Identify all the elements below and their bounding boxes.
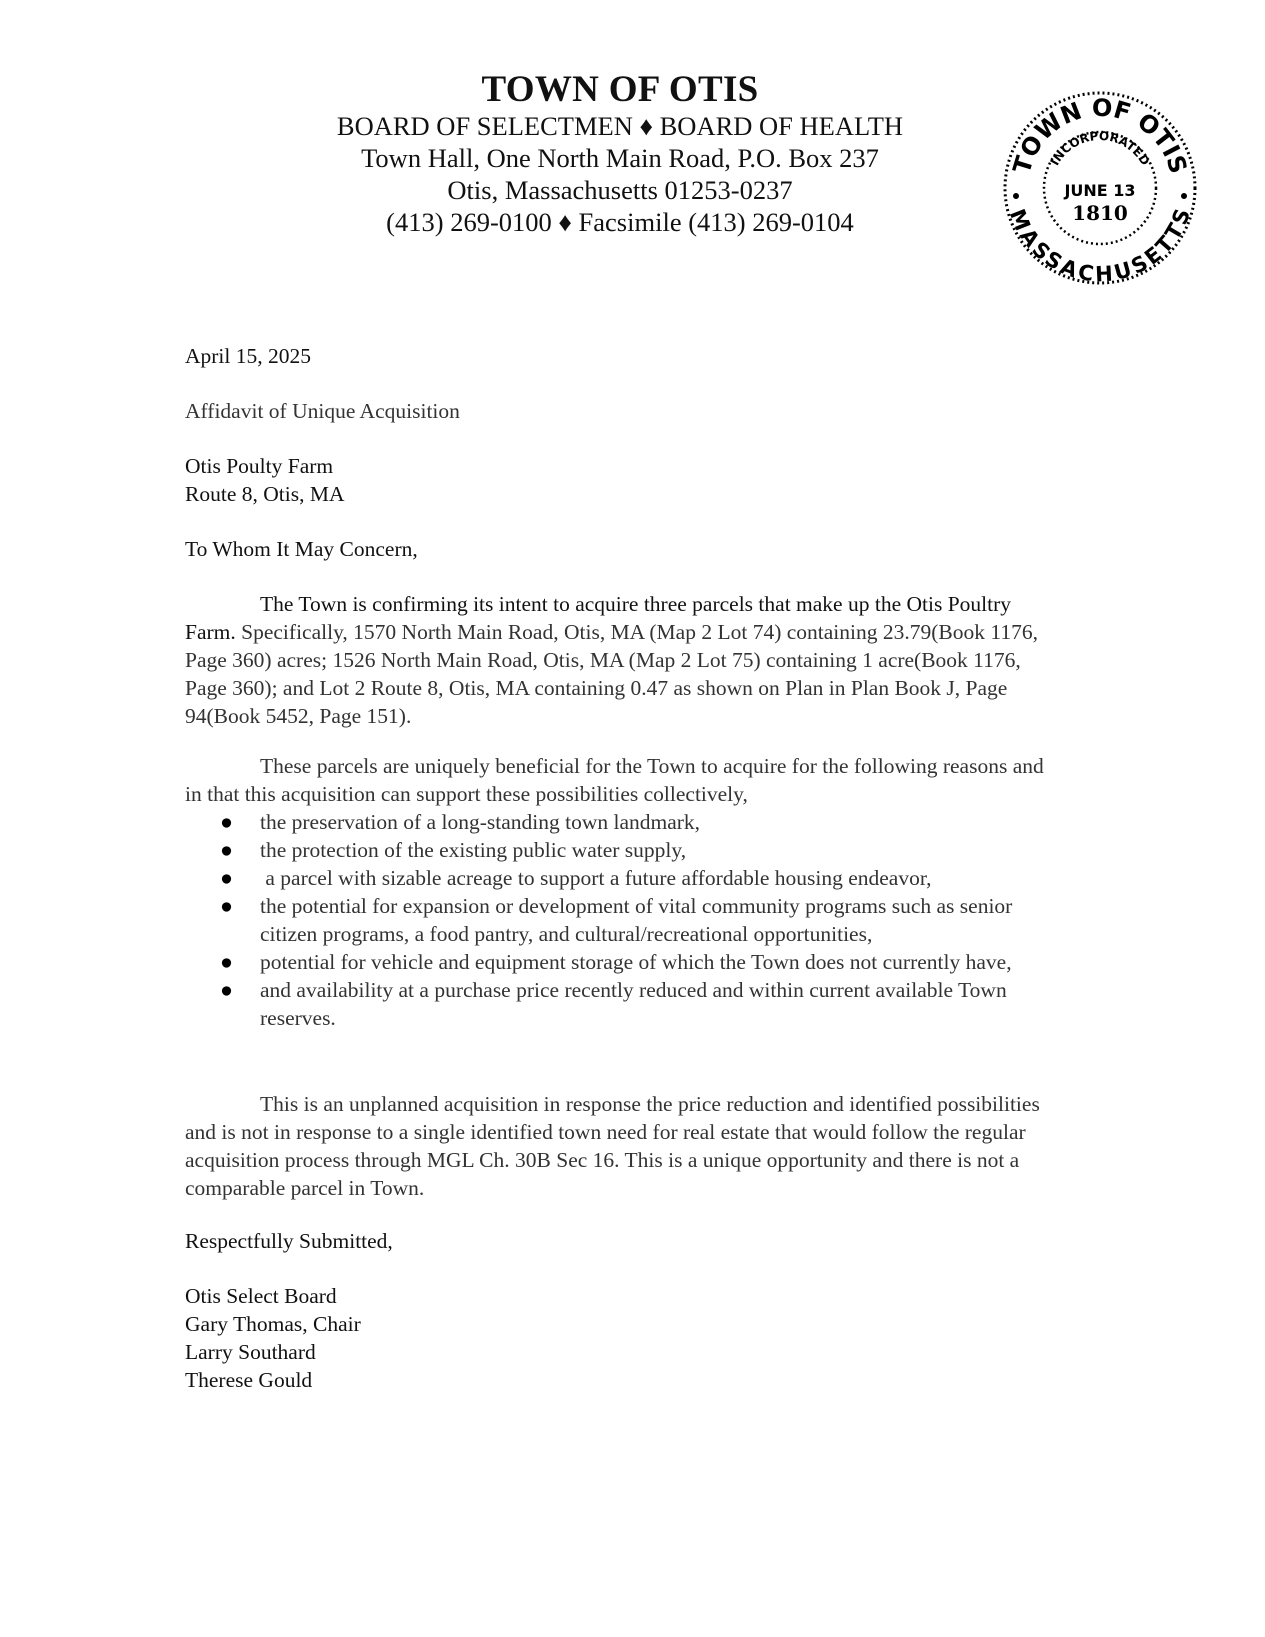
address-line-2: Route 8, Otis, MA [185,482,345,506]
address-line: Town Hall, One North Main Road, P.O. Box 237 [361,143,879,173]
list-item: ● a parcel with sizable acreage to support a future affordable housing endeavor, [220,866,932,890]
town-title: TOWN OF OTIS [481,69,759,110]
city-line: Otis, Massachusetts 01253-0237 [447,175,793,205]
letter-date: April 15, 2025 [185,344,312,368]
bullet-icon: ● [220,978,233,1002]
boards-line: BOARD OF SELECTMEN ♦ BOARD OF HEALTH [336,111,904,141]
signatory: Otis Select Board [185,1284,337,1308]
signatory: Larry Southard [185,1340,316,1364]
seal-date: JUNE 13 [1064,181,1136,200]
bullet-icon: ● [220,810,233,834]
bullet-icon: ● [220,838,233,862]
bullet-icon: ● [220,894,233,918]
list-item: ● the preservation of a long-standing town landmark, [220,810,701,834]
town-seal-icon [1000,88,1200,288]
paragraph-1-rest: Specifically, 1570 North Main Road, Otis, MA (Map 2 Lot 74) containing 23.79(Book 1176, Page 360) acres; 1526 North Main Road, Otis, MA (Map 2 Lot 75) containing 1 acre(Book 1176, Page 360); and Lot 2 Route 8, Otis, MA containing 0.47 as shown on Plan in Plan Book J, Page 94(Book 5452, Page 151). [185,620,1038,728]
closing: Respectfully Submitted, [185,1229,393,1253]
list-item: ● and availability at a purchase price recently reduced and within current available Town reserves. [220,978,1007,1030]
paragraph-2: These parcels are uniquely beneficial for the Town to acquire for the following reasons and in that this acquisition can support these possibilities collectively, [185,754,1044,806]
letter-subject: Affidavit of Unique Acquisition [185,399,460,423]
signatory: Gary Thomas, Chair [185,1312,361,1336]
reasons-list [185,808,1065,1032]
paragraph-3: This is an unplanned acquisition in response the price reduction and identified possibilities and is not in response to a single identified town need for real estate that would follow the regular acquisition process through MGL Ch. 30B Sec 16. This is a unique opportunity and there is not a comparable parcel in Town. [185,1092,1040,1200]
signatory: Therese Gould [185,1368,313,1392]
seal-inner-text: INCORPORATED [1047,128,1153,168]
svg-text:INCORPORATED [1048,129,1153,168]
list-item: ● the protection of the existing public water supply, [220,838,687,862]
list-item: ● potential for vehicle and equipment storage of which the Town does not currently have, [220,950,1012,974]
list-item: ● the potential for expansion or development of vital community programs such as senior citizen programs, a food pantry, and cultural/recreational opportunities, [220,894,1013,946]
seal-year: 1810 [1072,201,1128,225]
address-line-1: Otis Poulty Farm [185,454,334,478]
phone-line: (413) 269-0100 ♦ Facsimile (413) 269-0104 [386,207,854,237]
paragraph-1-lead: The Town is confirming its intent to acquire three parcels that make up the Otis Poultry Farm. [185,592,1012,644]
letterhead [290,70,950,238]
seal-top-text: TOWN OF OTIS [1007,93,1193,177]
recipient-address [185,452,1065,508]
greeting: To Whom It May Concern, [185,537,418,561]
paragraph-2-block [185,752,1065,1032]
bullet-icon: ● [220,866,233,890]
paragraph-1 [185,590,1065,730]
signature-block [185,1282,1065,1394]
bullet-icon: ● [220,950,233,974]
seal-bottom-text: MASSACHUSETTS [1004,205,1196,287]
